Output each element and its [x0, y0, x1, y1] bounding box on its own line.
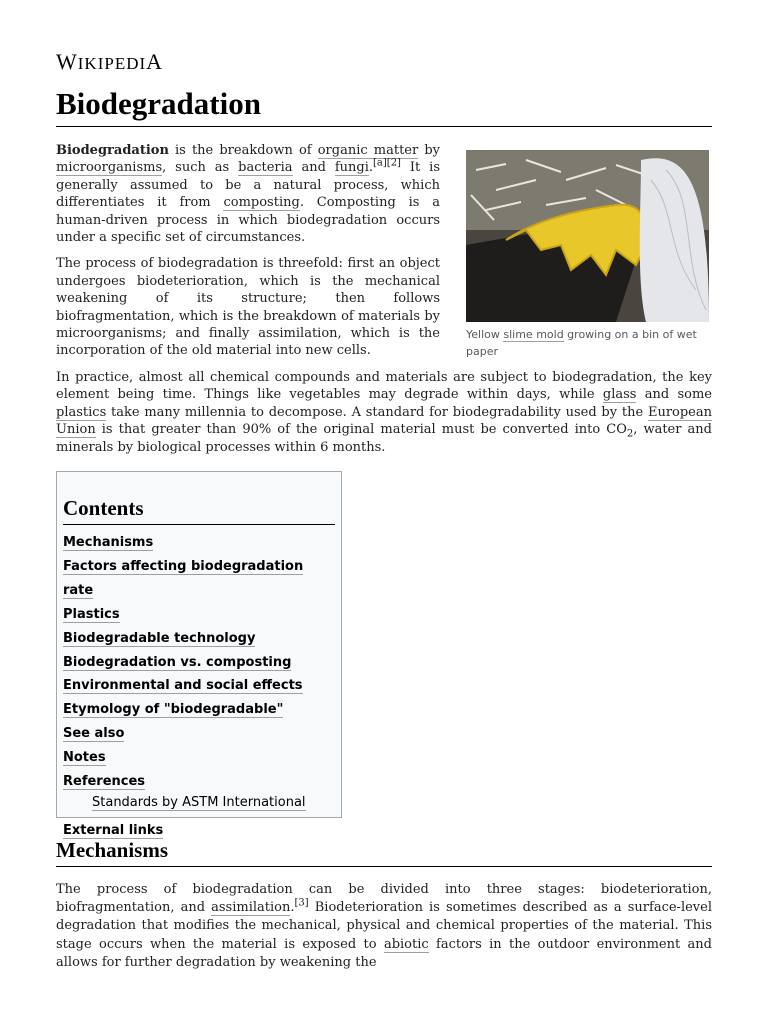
toc-item[interactable] [63, 651, 335, 675]
paragraph-text: . Composting is a human-driven process in which biodegradation occurs under a specific set of circumstances. [56, 195, 441, 246]
page-title: Biodegradation [56, 84, 712, 127]
paragraph-3 [56, 369, 712, 456]
abiotic-link[interactable]: abiotic [383, 936, 429, 952]
paragraph-text: factors in the outdoor environment and allows for further degradation by weakening the [56, 936, 712, 970]
caption-text: Yellow [466, 328, 504, 341]
toc-item[interactable] [63, 698, 335, 722]
toc-item[interactable] [63, 722, 335, 746]
wikipedia-wordmark[interactable] [56, 49, 163, 75]
paragraph-text: . [290, 900, 295, 916]
wordmark-part: IKIPEDI [77, 54, 147, 73]
toc-item[interactable] [63, 627, 335, 651]
toc-item-label: Environmental and social effects [63, 678, 303, 694]
citation-link[interactable]: [a][2] [373, 158, 401, 170]
mechanisms-paragraph [56, 881, 712, 972]
paragraph-text: , such as [162, 160, 239, 176]
paragraph-text: The process of biodegradation can be divided into three stages: biodeterioration, biofragmentation, and [56, 882, 712, 916]
bacteria-link[interactable]: bacteria [238, 160, 293, 176]
wordmark-part: W [56, 49, 78, 74]
toc-list [63, 531, 335, 843]
toc-item-label: Plastics [63, 606, 120, 622]
section-heading-mechanisms: Mechanisms [56, 836, 712, 867]
european-union-link[interactable]: European Union [56, 404, 712, 438]
paragraph-text: . [368, 160, 374, 176]
article-body [56, 142, 712, 465]
thumbnail-figure [466, 150, 712, 360]
plastics-link[interactable]: plastics [56, 404, 107, 420]
toc-item-label: Etymology of "biodegradable" [63, 702, 284, 718]
paragraph-text: In practice, almost all chemical compounds and materials are subject to biodegradation, the key element being time. Things like vegetables may degrade within days, while [56, 369, 712, 403]
glass-link[interactable]: glass [602, 387, 637, 403]
paragraph-text: is the breakdown of [168, 143, 318, 158]
caption-text: growing on a bin of wet paper [466, 328, 697, 358]
toc-item[interactable] [63, 770, 335, 794]
toc-item-label: Notes [63, 750, 106, 766]
toc-item-label: References [63, 774, 146, 790]
toc-title: Contents [63, 494, 335, 525]
toc-item-label: Factors affecting biodegradation rate [63, 558, 304, 598]
toc-item-label: See also [63, 726, 125, 742]
slime-mold-photo[interactable] [466, 150, 709, 322]
toc-item[interactable] [63, 746, 335, 770]
assimilation-link[interactable]: assimilation [211, 900, 291, 916]
toc-item[interactable] [63, 531, 335, 555]
paragraph-text: is that greater than 90% of the original material must be converted into CO [95, 422, 627, 438]
citation-link[interactable]: [3] [294, 897, 309, 909]
microorganisms-link[interactable]: microorganisms [56, 160, 163, 176]
fungi-link[interactable]: fungi [334, 160, 369, 176]
paragraph-text: take many millennia to decompose. A standard for biodegradability used by the [106, 404, 648, 420]
paragraph-text: and [292, 160, 335, 176]
slime-mold-image [466, 150, 709, 322]
toc-item-label: Biodegradable technology [63, 630, 256, 646]
subscript: 2 [626, 428, 634, 440]
paragraph-2: The process of biodegradation is threefold: first an object undergoes biodeterioration, which is the mechanical weakening of its structure; then follows biofragmentation, which is the breakdown of materials by microorganisms; and finally assimilation, which is the incorporation of the old material into new cells. [56, 256, 440, 359]
table-of-contents [56, 471, 342, 838]
toc-subitem[interactable] [63, 794, 335, 812]
paragraph-text: It is generally assumed to be a natural process, which differentiates it from [56, 160, 440, 211]
toc-item-label: External links [63, 822, 164, 838]
paragraph-text: Biodeterioration is sometimes described as a surface-level degradation that modifies the mechanical, physical and chemical properties of the material. This stage occurs when the material is exposed to [56, 900, 712, 952]
paragraph-text: by [418, 143, 440, 158]
toc-subitem-label: Standards by ASTM International [92, 794, 306, 810]
paragraph-text: , water and minerals by biological processes within 6 months. [56, 422, 712, 455]
toc-item-label: Mechanisms [63, 535, 154, 550]
organic-matter-link[interactable]: organic matter [317, 143, 419, 158]
toc-item[interactable] [63, 674, 335, 698]
slime-mold-link[interactable]: slime mold [503, 328, 564, 341]
paragraph-text: and some [636, 387, 712, 403]
toc-item[interactable] [63, 555, 335, 603]
composting-link[interactable]: composting [223, 195, 300, 211]
bold-term: Biodegradation [56, 143, 169, 158]
toc-item-label: Biodegradation vs. composting [63, 654, 292, 670]
toc-item[interactable] [63, 603, 335, 627]
figure-caption [466, 326, 712, 360]
wordmark-part: A [146, 49, 164, 74]
